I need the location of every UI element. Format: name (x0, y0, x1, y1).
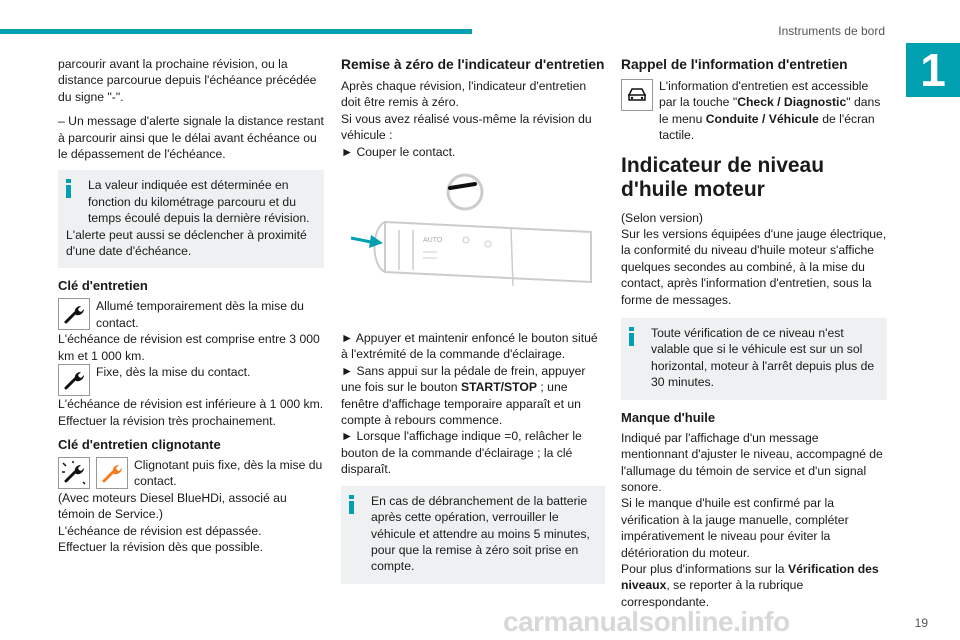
watermark: carmanualsonline.info (503, 606, 790, 637)
info-box (621, 318, 887, 400)
paragraph: Effectuer la révision dès que possible. (58, 539, 264, 554)
paragraph: Si le manque d'huile est confirmé par la vérification à la jauge manuelle, compléter impérativement le niveau pour éviter la détérioration du moteur. (621, 496, 849, 560)
wrench-icon (58, 364, 90, 396)
paragraph: Pour plus d'informations sur la Vérification des niveaux, se reporter à la rubrique correspondante. (621, 561, 879, 609)
chapter-tab: 1 (906, 43, 960, 97)
running-title: Instruments de bord (778, 24, 885, 38)
info-box (58, 170, 324, 268)
paragraph: (Selon version) (621, 210, 703, 225)
paragraph: – Un message d'alerte signale la distance restant à parcourir ainsi que le délai avant échéance ou le dépassement de l'échéance. (58, 114, 324, 162)
step: ► Lorsque l'affichage indique =0, relâcher le bouton de la commande d'éclairage ; la clé disparaît. (341, 429, 582, 477)
icon-row (621, 78, 887, 144)
section-heading: Rappel de l'information d'entretien (621, 57, 848, 72)
paragraph: Indiqué par l'affichage d'un message mentionnant d'ajuster le niveau, accompagné de l'allumage du témoin de service et d'un signal sonore. (621, 430, 883, 494)
header-accent-bar (0, 29, 472, 34)
paragraph: Clignotant puis fixe, dès la mise du contact. (134, 457, 323, 489)
info-text: L'alerte peut aussi se déclencher à proximité d'une date d'échéance. (66, 227, 307, 259)
icon-row (58, 298, 324, 331)
car-icon (621, 79, 653, 111)
icon-row (58, 457, 324, 490)
orange-wrench-icon (96, 457, 128, 489)
step: ► Appuyer et maintenir enfoncé le bouton situé à l'extrémité de la commande d'éclairage. (341, 331, 598, 362)
info-icon (66, 179, 71, 197)
section-title: Indicateur de niveau d'huile moteur (621, 153, 825, 201)
column-left (58, 56, 324, 555)
section-heading: Clé d'entretien (58, 278, 148, 294)
paragraph: L'échéance de révision est dépassée. (58, 523, 262, 538)
section-heading: Remise à zéro de l'indicateur d'entretien (341, 57, 605, 72)
page-number: 19 (914, 616, 928, 630)
column-right (621, 56, 887, 610)
step: ► Sans appui sur la pédale de frein, appuyer une fois sur le bouton START/STOP ; une fenêtre d'affichage temporaire apparaît et un compte à rebours commence. (341, 363, 586, 428)
section-heading: Clé d'entretien clignotante (58, 436, 221, 452)
icon-row (58, 364, 324, 396)
paragraph: Effectuer la révision très prochainement. (58, 413, 276, 428)
column-middle (341, 56, 605, 584)
auto-label: AUTO (423, 237, 443, 245)
info-text: En cas de débranchement de la batterie après cette opération, verrouiller le véhicule et attendre au moins 5 minutes, pour que la remise à zéro soit prise en compte. (371, 493, 590, 574)
paragraph: L'échéance de révision est inférieure à 1 000 km. (58, 397, 324, 412)
paragraph: Si vous avez réalisé vous-même la révision du véhicule : (341, 111, 592, 143)
paragraph: L'information d'entretien est accessible par la touche "Check / Diagnostic" dans le menu Conduite / Véhicule de l'écran tactile. (659, 79, 881, 143)
paragraph: parcourir avant la prochaine révision, ou la distance parcourue depuis l'échéance précédée du signe "-". (58, 57, 317, 104)
paragraph: Allumé temporairement dès la mise du contact. (96, 299, 304, 330)
section-heading: Manque d'huile (621, 409, 716, 425)
paragraph: Fixe, dès la mise du contact. (96, 365, 251, 380)
lighting-stalk-illustration (341, 170, 605, 318)
paragraph: L'échéance de révision est comprise entre 3 000 km et 1 000 km. (58, 332, 320, 363)
paragraph: (Avec moteurs Diesel BlueHDi, associé au témoin de Service.) (58, 490, 287, 522)
blinking-wrench-icon (58, 457, 90, 489)
paragraph: Après chaque révision, l'indicateur d'entretien doit être remis à zéro. (341, 79, 587, 110)
wrench-icon (58, 298, 90, 330)
step: ► Couper le contact. (341, 144, 456, 159)
paragraph: Sur les versions équipées d'une jauge électrique, la conformité du niveau d'huile moteur s'affiche quelques secondes au combiné, à la mise du contact, après l'information d'entretien, sous la forme de messages. (621, 227, 887, 307)
info-text: La valeur indiquée est déterminée en fonction du kilométrage parcouru et du temps écoulé depuis la dernière révision. (88, 178, 310, 226)
info-icon (349, 495, 354, 513)
info-text: Toute vérification de ce niveau n'est valable que si le véhicule est sur un sol horizontal, moteur à l'arrêt depuis plus de 30 minutes. (651, 326, 875, 390)
info-box (341, 486, 605, 584)
info-icon (629, 327, 634, 345)
